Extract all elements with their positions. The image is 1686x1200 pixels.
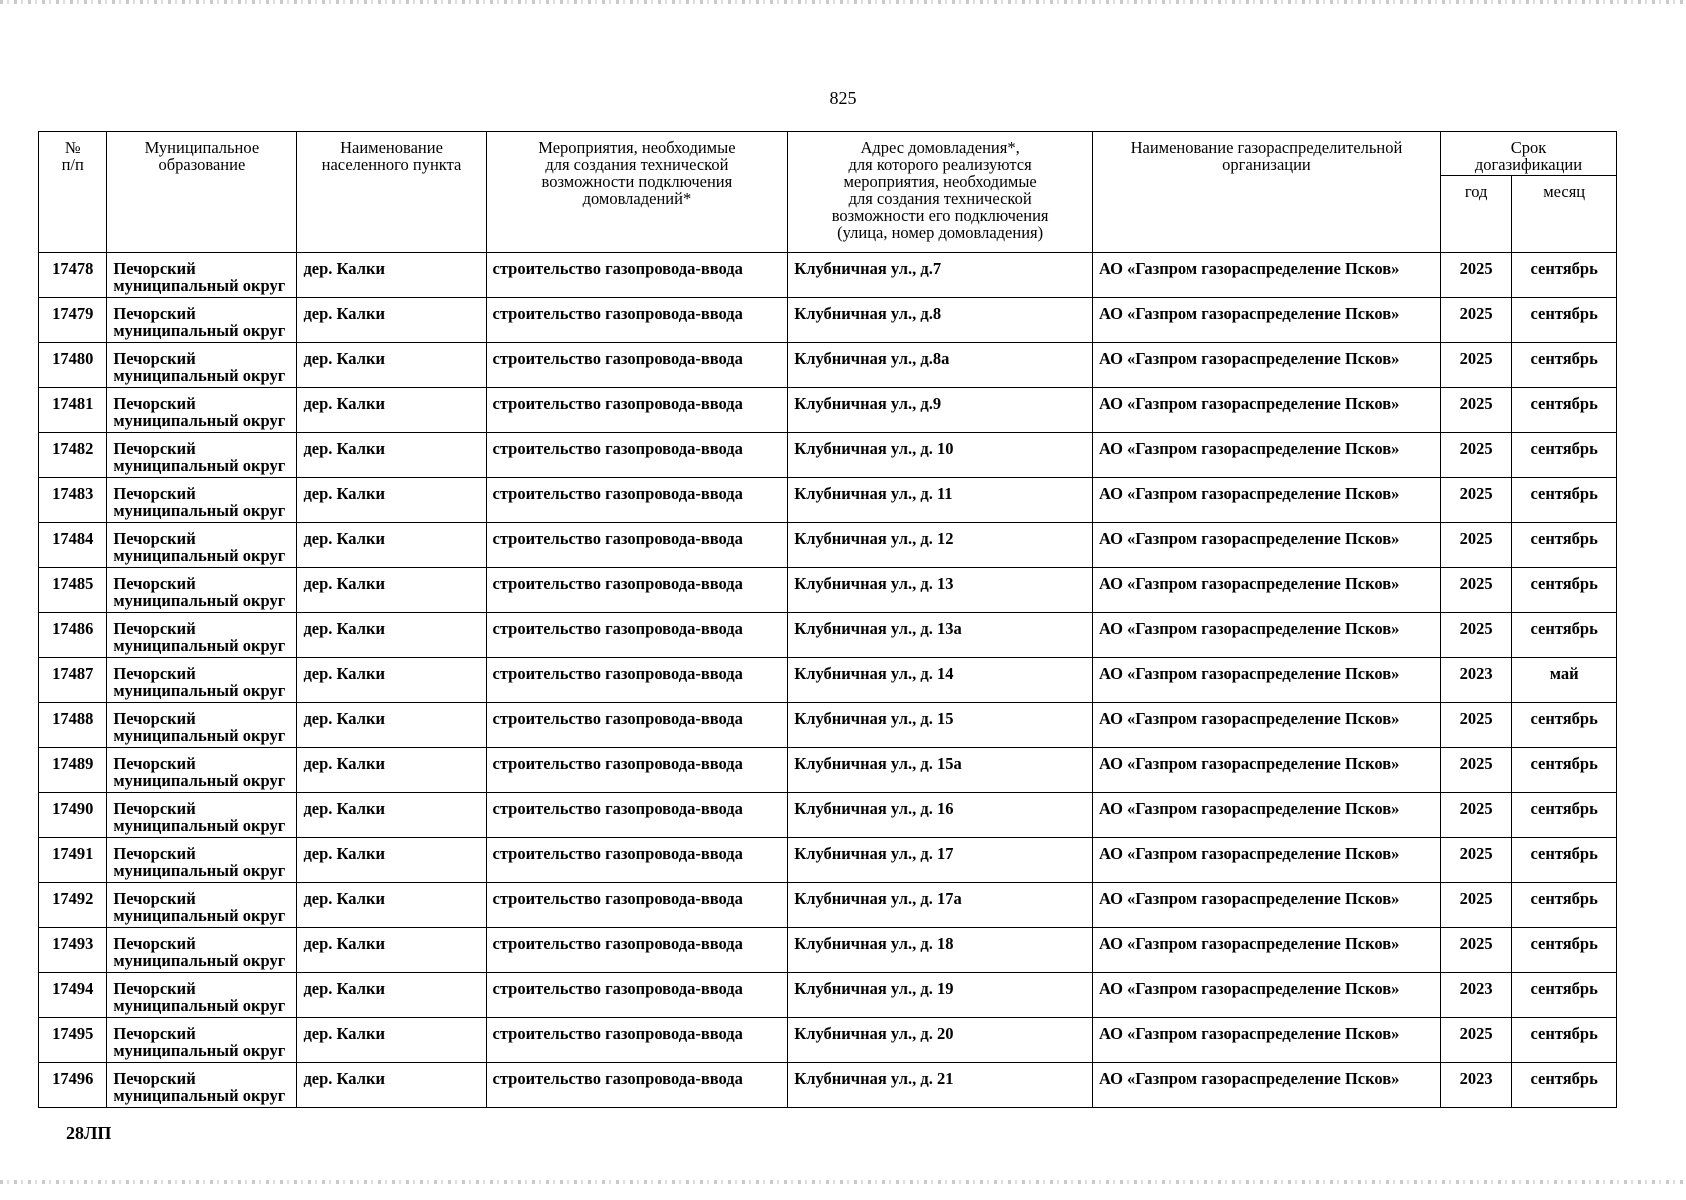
municipality-line2: муниципальный округ: [113, 636, 286, 655]
measure-cell: строительство газопровода-ввода: [486, 748, 788, 793]
header-deadline: [1440, 132, 1616, 176]
table-row: [39, 658, 1617, 703]
settlement-cell: дер. Калки: [297, 478, 486, 523]
municipality-cell: [107, 253, 297, 298]
row-number: 17495: [39, 1018, 107, 1063]
address-cell: Клубничная ул., д. 13: [788, 568, 1093, 613]
header-organization-text: Наименование газораспределительной организации: [1130, 138, 1403, 174]
scan-edge-bottom: [0, 1180, 1686, 1184]
municipality-line1: Печорский: [113, 439, 196, 458]
row-number: 17491: [39, 838, 107, 883]
municipality-line2: муниципальный округ: [113, 1086, 286, 1105]
year-cell: 2025: [1440, 523, 1511, 568]
header-settlement: [297, 132, 486, 253]
year-cell: 2025: [1440, 298, 1511, 343]
settlement-cell: дер. Калки: [297, 388, 486, 433]
measure-cell: строительство газопровода-ввода: [486, 1063, 788, 1108]
municipality-line1: Печорский: [113, 934, 196, 953]
header-address-text: Адрес домовладения*, для которого реализуются мероприятия, необходимые для создания технической возможности его подключения (улица, номер домовладения): [831, 138, 1049, 242]
year-cell: 2025: [1440, 568, 1511, 613]
measure-cell: строительство газопровода-ввода: [486, 613, 788, 658]
address-cell: Клубничная ул., д. 17: [788, 838, 1093, 883]
organization-cell: АО «Газпром газораспределение Псков»: [1092, 838, 1440, 883]
municipality-line2: муниципальный округ: [113, 681, 286, 700]
table-row: [39, 343, 1617, 388]
measure-cell: строительство газопровода-ввода: [486, 388, 788, 433]
header-measures: [486, 132, 788, 253]
measure-cell: строительство газопровода-ввода: [486, 793, 788, 838]
settlement-cell: дер. Калки: [297, 298, 486, 343]
organization-cell: АО «Газпром газораспределение Псков»: [1092, 478, 1440, 523]
municipality-line2: муниципальный округ: [113, 1041, 286, 1060]
municipality-line2: муниципальный округ: [113, 366, 286, 385]
address-cell: Клубничная ул., д. 13а: [788, 613, 1093, 658]
municipality-line1: Печорский: [113, 1069, 196, 1088]
municipality-cell: [107, 928, 297, 973]
year-cell: 2025: [1440, 1018, 1511, 1063]
organization-cell: АО «Газпром газораспределение Псков»: [1092, 793, 1440, 838]
address-cell: Клубничная ул., д.8а: [788, 343, 1093, 388]
table-row: [39, 928, 1617, 973]
year-cell: 2025: [1440, 478, 1511, 523]
year-cell: 2023: [1440, 973, 1511, 1018]
header-address: [788, 132, 1093, 253]
header-month: месяц: [1512, 176, 1617, 253]
row-number: 17489: [39, 748, 107, 793]
year-cell: 2025: [1440, 883, 1511, 928]
year-cell: 2025: [1440, 928, 1511, 973]
municipality-cell: [107, 568, 297, 613]
month-cell: сентябрь: [1512, 433, 1617, 478]
measure-cell: строительство газопровода-ввода: [486, 343, 788, 388]
month-cell: сентябрь: [1512, 883, 1617, 928]
row-number: 17482: [39, 433, 107, 478]
row-number: 17478: [39, 253, 107, 298]
settlement-cell: дер. Калки: [297, 568, 486, 613]
municipality-cell: [107, 613, 297, 658]
address-cell: Клубничная ул., д. 11: [788, 478, 1093, 523]
measure-cell: строительство газопровода-ввода: [486, 478, 788, 523]
municipality-line2: муниципальный округ: [113, 906, 286, 925]
organization-cell: АО «Газпром газораспределение Псков»: [1092, 343, 1440, 388]
measure-cell: строительство газопровода-ввода: [486, 883, 788, 928]
municipality-cell: [107, 658, 297, 703]
municipality-cell: [107, 973, 297, 1018]
month-cell: сентябрь: [1512, 748, 1617, 793]
measure-cell: строительство газопровода-ввода: [486, 253, 788, 298]
measure-cell: строительство газопровода-ввода: [486, 433, 788, 478]
settlement-cell: дер. Калки: [297, 838, 486, 883]
organization-cell: АО «Газпром газораспределение Псков»: [1092, 1018, 1440, 1063]
municipality-line1: Печорский: [113, 484, 196, 503]
organization-cell: АО «Газпром газораспределение Псков»: [1092, 928, 1440, 973]
year-cell: 2023: [1440, 1063, 1511, 1108]
municipality-cell: [107, 523, 297, 568]
month-cell: сентябрь: [1512, 568, 1617, 613]
organization-cell: АО «Газпром газораспределение Псков»: [1092, 568, 1440, 613]
year-cell: 2025: [1440, 433, 1511, 478]
measure-cell: строительство газопровода-ввода: [486, 298, 788, 343]
municipality-line1: Печорский: [113, 304, 196, 323]
municipality-cell: [107, 388, 297, 433]
row-number: 17484: [39, 523, 107, 568]
table-row: [39, 433, 1617, 478]
municipality-cell: [107, 1063, 297, 1108]
municipality-line2: муниципальный округ: [113, 321, 286, 340]
row-number: 17496: [39, 1063, 107, 1108]
year-cell: 2025: [1440, 388, 1511, 433]
address-cell: Клубничная ул., д. 12: [788, 523, 1093, 568]
organization-cell: АО «Газпром газораспределение Псков»: [1092, 388, 1440, 433]
table-row: [39, 838, 1617, 883]
header-num-text: № п/п: [61, 138, 84, 174]
table-header: [39, 132, 1617, 253]
municipality-line2: муниципальный округ: [113, 546, 286, 565]
municipality-line1: Печорский: [113, 259, 196, 278]
municipality-line2: муниципальный округ: [113, 411, 286, 430]
row-number: 17490: [39, 793, 107, 838]
year-cell: 2025: [1440, 838, 1511, 883]
row-number: 17483: [39, 478, 107, 523]
municipality-line1: Печорский: [113, 1024, 196, 1043]
municipality-cell: [107, 703, 297, 748]
row-number: 17494: [39, 973, 107, 1018]
municipality-line1: Печорский: [113, 394, 196, 413]
month-cell: сентябрь: [1512, 793, 1617, 838]
municipality-line2: муниципальный округ: [113, 861, 286, 880]
table-row: [39, 1063, 1617, 1108]
row-number: 17486: [39, 613, 107, 658]
header-num: [39, 132, 107, 253]
address-cell: Клубничная ул., д. 21: [788, 1063, 1093, 1108]
table-row: [39, 568, 1617, 613]
organization-cell: АО «Газпром газораспределение Псков»: [1092, 973, 1440, 1018]
address-cell: Клубничная ул., д. 15а: [788, 748, 1093, 793]
month-cell: сентябрь: [1512, 523, 1617, 568]
organization-cell: АО «Газпром газораспределение Псков»: [1092, 523, 1440, 568]
municipality-line1: Печорский: [113, 844, 196, 863]
organization-cell: АО «Газпром газораспределение Псков»: [1092, 613, 1440, 658]
table-row: [39, 973, 1617, 1018]
settlement-cell: дер. Калки: [297, 613, 486, 658]
organization-cell: АО «Газпром газораспределение Псков»: [1092, 658, 1440, 703]
year-cell: 2025: [1440, 613, 1511, 658]
header-deadline-text: Срок догазификации: [1474, 138, 1583, 174]
settlement-cell: дер. Калки: [297, 703, 486, 748]
table-row: [39, 478, 1617, 523]
month-cell: сентябрь: [1512, 298, 1617, 343]
row-number: 17480: [39, 343, 107, 388]
settlement-cell: дер. Калки: [297, 1063, 486, 1108]
measure-cell: строительство газопровода-ввода: [486, 568, 788, 613]
municipality-cell: [107, 883, 297, 928]
settlement-cell: дер. Калки: [297, 343, 486, 388]
measure-cell: строительство газопровода-ввода: [486, 658, 788, 703]
table-row: [39, 883, 1617, 928]
organization-cell: АО «Газпром газораспределение Псков»: [1092, 253, 1440, 298]
table-body: [39, 253, 1617, 1108]
table-row: [39, 298, 1617, 343]
municipality-line2: муниципальный округ: [113, 951, 286, 970]
measure-cell: строительство газопровода-ввода: [486, 523, 788, 568]
municipality-line1: Печорский: [113, 619, 196, 638]
header-municipality-text: Муниципальное образование: [144, 138, 260, 174]
measure-cell: строительство газопровода-ввода: [486, 928, 788, 973]
month-cell: сентябрь: [1512, 838, 1617, 883]
municipality-line1: Печорский: [113, 349, 196, 368]
municipality-line1: Печорский: [113, 529, 196, 548]
address-cell: Клубничная ул., д. 15: [788, 703, 1093, 748]
municipality-cell: [107, 748, 297, 793]
page-number: 825: [829, 88, 857, 108]
municipality-line2: муниципальный округ: [113, 591, 286, 610]
year-cell: 2025: [1440, 343, 1511, 388]
month-cell: сентябрь: [1512, 478, 1617, 523]
month-cell: сентябрь: [1512, 1063, 1617, 1108]
municipality-line1: Печорский: [113, 979, 196, 998]
address-cell: Клубничная ул., д. 17а: [788, 883, 1093, 928]
municipality-line1: Печорский: [113, 754, 196, 773]
address-cell: Клубничная ул., д. 16: [788, 793, 1093, 838]
settlement-cell: дер. Калки: [297, 793, 486, 838]
row-number: 17493: [39, 928, 107, 973]
municipality-line1: Печорский: [113, 799, 196, 818]
header-settlement-text: Наименование населенного пункта: [321, 138, 462, 174]
address-cell: Клубничная ул., д.9: [788, 388, 1093, 433]
year-cell: 2025: [1440, 703, 1511, 748]
month-cell: сентябрь: [1512, 253, 1617, 298]
municipality-line1: Печорский: [113, 709, 196, 728]
municipality-line2: муниципальный округ: [113, 816, 286, 835]
municipality-line2: муниципальный округ: [113, 501, 286, 520]
header-organization: [1092, 132, 1440, 253]
month-cell: сентябрь: [1512, 343, 1617, 388]
year-cell: 2025: [1440, 748, 1511, 793]
municipality-cell: [107, 838, 297, 883]
settlement-cell: дер. Калки: [297, 928, 486, 973]
month-cell: май: [1512, 658, 1617, 703]
measure-cell: строительство газопровода-ввода: [486, 1018, 788, 1063]
municipality-cell: [107, 1018, 297, 1063]
municipality-line2: муниципальный округ: [113, 771, 286, 790]
address-cell: Клубничная ул., д.7: [788, 253, 1093, 298]
month-cell: сентябрь: [1512, 973, 1617, 1018]
measure-cell: строительство газопровода-ввода: [486, 838, 788, 883]
organization-cell: АО «Газпром газораспределение Псков»: [1092, 433, 1440, 478]
measure-cell: строительство газопровода-ввода: [486, 973, 788, 1018]
row-number: 17492: [39, 883, 107, 928]
settlement-cell: дер. Калки: [297, 658, 486, 703]
month-cell: сентябрь: [1512, 388, 1617, 433]
year-cell: 2023: [1440, 658, 1511, 703]
scan-edge-top: [0, 0, 1686, 4]
settlement-cell: дер. Калки: [297, 1018, 486, 1063]
organization-cell: АО «Газпром газораспределение Псков»: [1092, 883, 1440, 928]
address-cell: Клубничная ул., д. 18: [788, 928, 1093, 973]
settlement-cell: дер. Калки: [297, 973, 486, 1018]
municipality-line1: Печорский: [113, 574, 196, 593]
municipality-line2: муниципальный округ: [113, 726, 286, 745]
municipality-cell: [107, 478, 297, 523]
organization-cell: АО «Газпром газораспределение Псков»: [1092, 703, 1440, 748]
settlement-cell: дер. Калки: [297, 748, 486, 793]
municipality-cell: [107, 343, 297, 388]
table-row: [39, 793, 1617, 838]
municipality-line1: Печорский: [113, 889, 196, 908]
municipality-line2: муниципальный округ: [113, 456, 286, 475]
address-cell: Клубничная ул., д. 10: [788, 433, 1093, 478]
month-cell: сентябрь: [1512, 613, 1617, 658]
organization-cell: АО «Газпром газораспределение Псков»: [1092, 1063, 1440, 1108]
measure-cell: строительство газопровода-ввода: [486, 703, 788, 748]
year-cell: 2025: [1440, 793, 1511, 838]
month-cell: сентябрь: [1512, 1018, 1617, 1063]
table-row: [39, 613, 1617, 658]
address-cell: Клубничная ул., д.8: [788, 298, 1093, 343]
settlement-cell: дер. Калки: [297, 883, 486, 928]
municipality-line2: муниципальный округ: [113, 996, 286, 1015]
row-number: 17487: [39, 658, 107, 703]
municipality-cell: [107, 298, 297, 343]
settlement-cell: дер. Калки: [297, 253, 486, 298]
row-number: 17485: [39, 568, 107, 613]
organization-cell: АО «Газпром газораспределение Псков»: [1092, 748, 1440, 793]
municipality-cell: [107, 433, 297, 478]
year-cell: 2025: [1440, 253, 1511, 298]
row-number: 17481: [39, 388, 107, 433]
municipality-cell: [107, 793, 297, 838]
address-cell: Клубничная ул., д. 20: [788, 1018, 1093, 1063]
table-row: [39, 388, 1617, 433]
header-measures-text: Мероприятия, необходимые для создания технической возможности подключения домовладений*: [538, 138, 736, 208]
gasification-table: [38, 131, 1617, 1108]
address-cell: Клубничная ул., д. 19: [788, 973, 1093, 1018]
header-municipality: [107, 132, 297, 253]
row-number: 17479: [39, 298, 107, 343]
row-number: 17488: [39, 703, 107, 748]
table-row: [39, 748, 1617, 793]
municipality-line1: Печорский: [113, 664, 196, 683]
settlement-cell: дер. Калки: [297, 433, 486, 478]
address-cell: Клубничная ул., д. 14: [788, 658, 1093, 703]
settlement-cell: дер. Калки: [297, 523, 486, 568]
table-row: [39, 523, 1617, 568]
table-row: [39, 253, 1617, 298]
footer-code: 28ЛП: [66, 1123, 112, 1143]
table-row: [39, 1018, 1617, 1063]
table-row: [39, 703, 1617, 748]
header-year: год: [1440, 176, 1511, 253]
month-cell: сентябрь: [1512, 703, 1617, 748]
municipality-line2: муниципальный округ: [113, 276, 286, 295]
organization-cell: АО «Газпром газораспределение Псков»: [1092, 298, 1440, 343]
month-cell: сентябрь: [1512, 928, 1617, 973]
